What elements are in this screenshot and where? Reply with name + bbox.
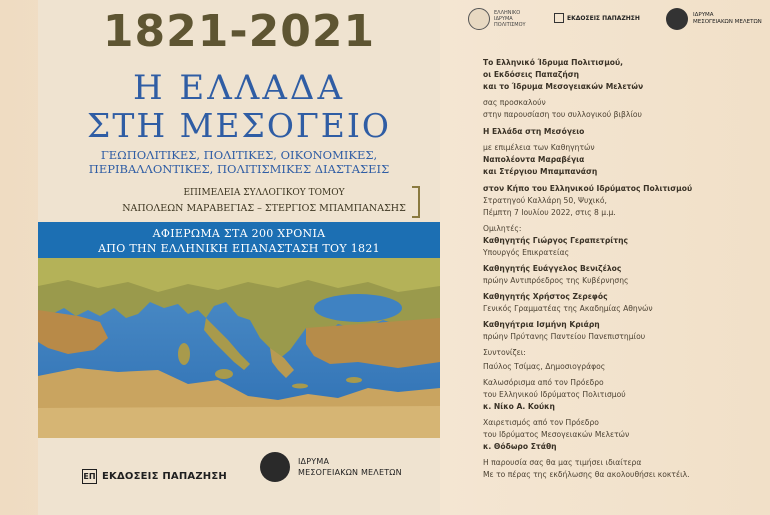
- logo1-line3: ΠΟΛΙΤΙΣΜΟΥ: [494, 22, 526, 28]
- invitation-line: Ομιλητές:: [483, 224, 522, 233]
- invitation-line: πρώην Αντιπρόεδρος της Κυβέρνησης: [483, 276, 629, 285]
- invitation-line: Καθηγητής Ευάγγελος Βενιζέλος: [483, 264, 622, 273]
- cover-title-line1: Η ΕΛΛΑΔΑ: [132, 68, 346, 108]
- editors-bracket: [412, 186, 420, 218]
- invitation-line: Η Ελλάδα στη Μεσόγειο: [483, 127, 585, 136]
- invitation-line: κ. Νίκο Α. Κούκη: [483, 402, 555, 411]
- publisher-mediterranean-line2: ΜΕΣΟΓΕΙΑΚΩΝ ΜΕΛΕΤΩΝ: [298, 468, 402, 477]
- cover-years: 1821-2021: [102, 6, 376, 57]
- invitation-line: Ναπολέοντα Μαραβέγια: [483, 155, 585, 164]
- invitation-line: και το Ίδρυμα Μεσογειακών Μελετών: [483, 82, 644, 91]
- invitation-line: του Ελληνικού Ιδρύματος Πολιτισμού: [483, 390, 626, 399]
- cover-editors: [118, 186, 410, 216]
- cover-title-line2: ΣΤΗ ΜΕΣΟΓΕΙΟ: [87, 106, 391, 145]
- logo1-line2: ΙΔΡΥΜΑ: [494, 16, 513, 22]
- hellenic-foundation-logo-text: [494, 10, 526, 28]
- invitation-line: Καθηγητής Γιώργος Γεραπετρίτης: [483, 236, 629, 245]
- invitation-line: Η παρουσία σας θα μας τιμήσει ιδιαίτερα: [483, 458, 642, 467]
- papazisi-logo-icon: ΕΠ: [82, 469, 97, 484]
- invitation-line: Συντονίζει:: [483, 348, 526, 357]
- invitation-line: στην παρουσίαση του συλλογικού βιβλίου: [483, 110, 642, 119]
- editors-names: ΝΑΠΟΛΕΩΝ ΜΑΡΑΒΕΓΙΑΣ – ΣΤΕΡΓΙΟΣ ΜΠΑΜΠΑΝΑΣΗΣ: [122, 203, 406, 214]
- invitation-line: Καθηγήτρια Ισμήνη Κριάρη: [483, 320, 600, 329]
- invitation-line: Γενικός Γραμματέας της Ακαδημίας Αθηνών: [483, 304, 653, 313]
- mediterranean-foundation-seal-icon: [260, 452, 290, 482]
- invitation-line: Το Ελληνικό Ίδρυμα Πολιτισμού,: [483, 58, 624, 67]
- hellenic-foundation-logo: [468, 8, 526, 30]
- invitation-line: σας προσκαλούν: [483, 98, 546, 107]
- invitation-line: Χαιρετισμός από τον Πρόεδρο: [483, 418, 599, 427]
- editors-label: ΕΠΙΜΕΛΕΙΑ ΣΥΛΛΟΓΙΚΟΥ ΤΟΜΟΥ: [183, 188, 345, 198]
- mediterranean-header-seal-icon: [666, 8, 688, 30]
- map-illustration: [38, 258, 440, 438]
- invitation-line: του Ιδρύματος Μεσογειακών Μελετών: [483, 430, 630, 439]
- invitation-line: Παύλος Τσίμας, Δημοσιογράφος: [483, 362, 606, 371]
- publisher-mediterranean-line1: ΙΔΡΥΜΑ: [298, 457, 330, 466]
- cover-subtitle-line1: ΓΕΩΠΟΛΙΤΙΚΕΣ, ΠΟΛΙΤΙΚΕΣ, ΟΙΚΟΝΟΜΙΚΕΣ,: [100, 148, 378, 162]
- invitation-line: στον Κήπο του Ελληνικού Ιδρύματος Πολιτισμού: [483, 184, 693, 193]
- banner-line2: ΑΠΟ ΤΗΝ ΕΛΛΗΝΙΚΗ ΕΠΑΝΑΣΤΑΣΗ ΤΟΥ 1821: [98, 242, 380, 255]
- publisher-papazisi: [82, 469, 227, 484]
- invitation-line: Υπουργός Επικρατείας: [483, 248, 570, 257]
- invitation-line: Πέμπτη 7 Ιουλίου 2022, στις 8 μ.μ.: [483, 208, 616, 217]
- header-logos: [468, 8, 768, 34]
- invitation-line: Καθηγητής Χρήστος Ζερεφός: [483, 292, 608, 301]
- hellenic-foundation-emblem-icon: [468, 8, 490, 30]
- banner-line1: ΑΦΙΕΡΩΜΑ ΣΤΑ 200 ΧΡΟΝΙΑ: [152, 227, 326, 240]
- cover-footer: [38, 438, 440, 515]
- mediterranean-header-logo: [666, 8, 762, 30]
- invitation-line: πρώην Πρύτανης Παντείου Πανεπιστημίου: [483, 332, 646, 341]
- publisher-mediterranean: [260, 452, 402, 482]
- invitation-line: και Στέργιου Μπαμπανάση: [483, 167, 598, 176]
- invitation-line: Στρατηγού Καλλάρη 50, Ψυχικό,: [483, 196, 607, 205]
- cover-subtitle: [38, 148, 440, 176]
- cover-subtitle-line2: ΠΕΡΙΒΑΛΛΟΝΤΙΚΕΣ, ΠΟΛΙΤΙΣΜΙΚΕΣ ΔΙΑΣΤΑΣΕΙΣ: [88, 162, 390, 176]
- logo3-line2: ΜΕΣΟΓΕΙΑΚΩΝ ΜΕΛΕΤΩΝ: [693, 19, 762, 25]
- book-cover: [38, 0, 440, 515]
- logo3-line1: ΙΔΡΥΜΑ: [693, 12, 714, 18]
- mediterranean-map: [38, 258, 440, 438]
- papazisi-header-logo: [554, 13, 640, 23]
- invitation-line: Με το πέρας της εκδήλωσης θα ακολουθήσει κοκτέιλ.: [483, 470, 690, 479]
- invitation-line: Καλωσόρισμα από τον Πρόεδρο: [483, 378, 604, 387]
- invitation-line: κ. Θόδωρο Στάθη: [483, 442, 557, 451]
- cover-banner: [38, 222, 440, 258]
- publisher-papazisi-label: ΕΚΔΟΣΕΙΣ ΠΑΠΑΖΗΣΗ: [102, 471, 227, 482]
- publisher-mediterranean-label: [298, 456, 402, 478]
- mediterranean-header-logo-text: [693, 12, 762, 26]
- invitation-line: με επιμέλεια των Καθηγητών: [483, 143, 595, 152]
- logo1-line1: ΕΛΛΗΝΙΚΟ: [494, 10, 521, 16]
- invitation-line: οι Εκδόσεις Παπαζήση: [483, 70, 580, 79]
- invitation-panel: [446, 0, 770, 515]
- papazisi-header-logo-text: ΕΚΔΟΣΕΙΣ ΠΑΠΑΖΗΣΗ: [567, 14, 640, 22]
- papazisi-header-logo-icon: [554, 13, 564, 23]
